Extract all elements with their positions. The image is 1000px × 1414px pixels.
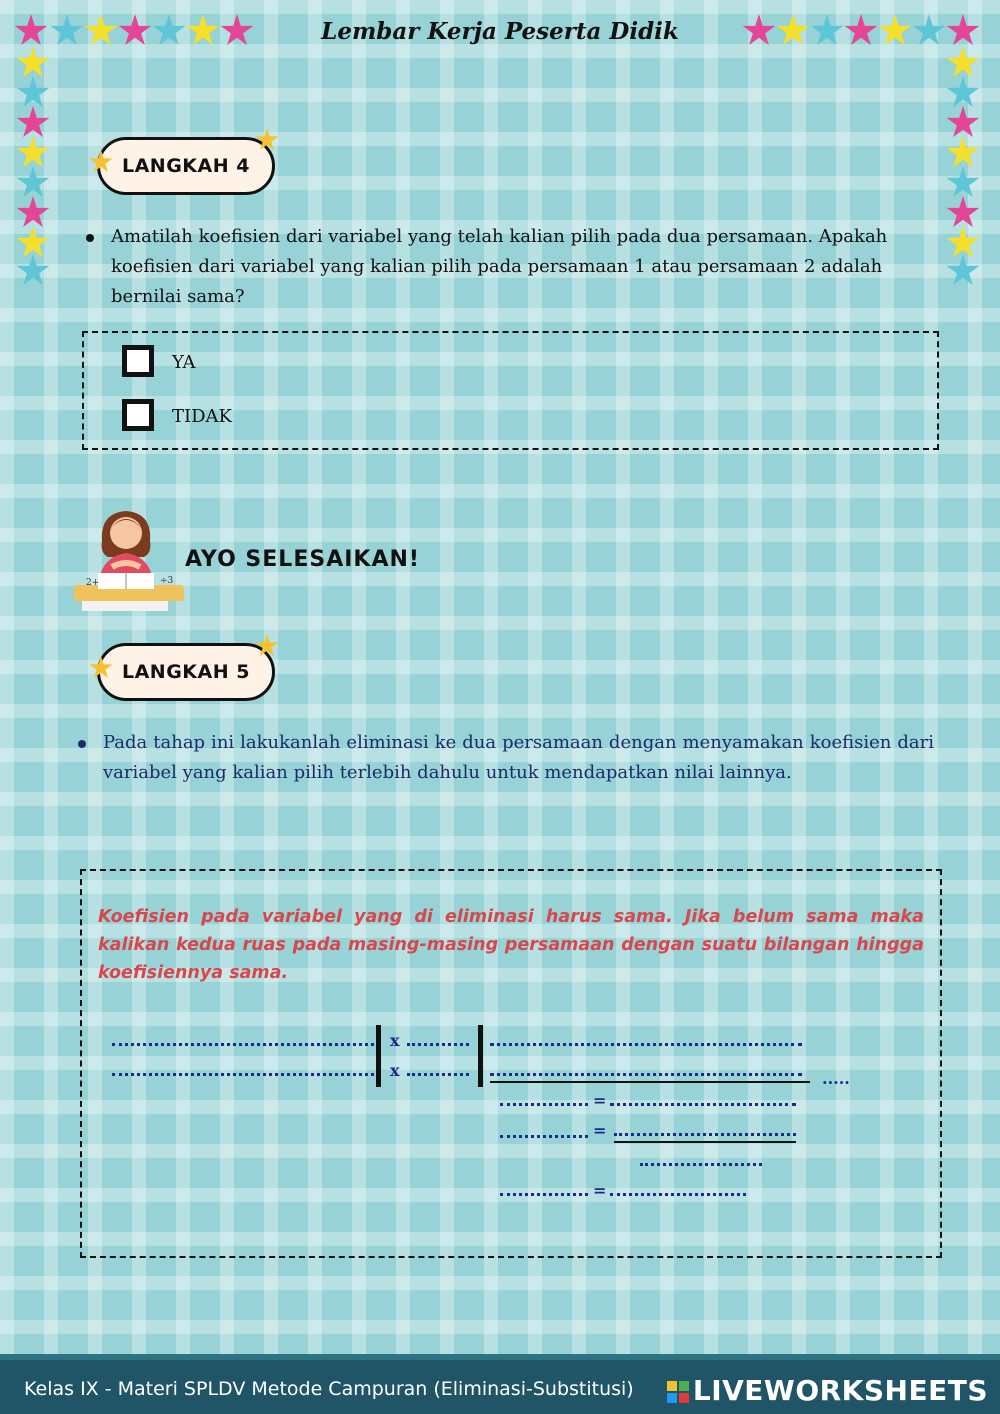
subtraction-line bbox=[490, 1081, 810, 1083]
rhs-3-blank[interactable] bbox=[610, 1193, 746, 1196]
star-icon bbox=[946, 106, 980, 140]
star-icon bbox=[946, 166, 980, 200]
page-title: Lembar Kerja Peserta Didik bbox=[321, 18, 679, 45]
answer-options-box bbox=[82, 331, 939, 450]
step-5-badge-label: LANGKAH 5 bbox=[122, 661, 250, 683]
equation-2-blank[interactable] bbox=[112, 1073, 374, 1076]
star-icon bbox=[946, 196, 980, 230]
star-icon bbox=[946, 46, 980, 80]
footer-text: Kelas IX - Materi SPLDV Metode Campuran (Eliminasi-Substitusi) bbox=[24, 1378, 634, 1400]
divider-bar bbox=[376, 1025, 381, 1087]
star-icon bbox=[16, 166, 50, 200]
star-icon bbox=[16, 254, 50, 288]
girl-reading-illustration bbox=[72, 505, 187, 613]
footer-bar bbox=[0, 1354, 1000, 1414]
option-tidak-label: TIDAK bbox=[172, 406, 232, 427]
result-2-blank[interactable] bbox=[490, 1073, 802, 1076]
liveworksheets-logo-icon bbox=[667, 1381, 689, 1403]
star-icon bbox=[16, 196, 50, 230]
liveworksheets-logo-text: LIVEWORKSHEETS bbox=[692, 1374, 988, 1407]
equals-sign-1: = bbox=[593, 1091, 607, 1110]
rhs-1-blank[interactable] bbox=[610, 1103, 796, 1106]
checkbox-ya[interactable] bbox=[122, 345, 154, 377]
star-icon bbox=[946, 76, 980, 110]
svg-text:2+: 2+ bbox=[86, 578, 100, 588]
fraction-line bbox=[614, 1141, 796, 1143]
multiplier-2-blank[interactable] bbox=[407, 1073, 469, 1076]
bullet-icon bbox=[78, 740, 86, 748]
equals-sign-3: = bbox=[593, 1181, 607, 1200]
step-4-badge-label: LANGKAH 4 bbox=[122, 155, 250, 177]
numerator-blank[interactable] bbox=[614, 1133, 796, 1136]
step-4-question-text: Amatilah koefisien dari variabel yang telah kalian pilih pada dua persamaan. Apakah koefisien dari variabel yang kalian pilih pada persamaan 1 atau persamaan 2 adalah bernilai sama? bbox=[111, 226, 888, 307]
liveworksheets-logo[interactable] bbox=[667, 1374, 988, 1407]
star-icon bbox=[946, 254, 980, 288]
step-4-question bbox=[86, 222, 906, 312]
multiply-label-1: x bbox=[390, 1031, 400, 1050]
step-5-instruction-text: Pada tahap ini lakukanlah eliminasi ke dua persamaan dengan menyamakan koefisien dari variabel yang kalian pilih terlebih dahulu untuk mendapatkan nilai lainnya. bbox=[103, 732, 934, 783]
star-icon bbox=[946, 136, 980, 170]
lhs-3-blank[interactable] bbox=[500, 1193, 588, 1196]
star-icon bbox=[16, 106, 50, 140]
step-5-instruction bbox=[78, 728, 934, 788]
star-icon bbox=[16, 76, 50, 110]
section-heading: AYO SELESAIKAN! bbox=[185, 547, 420, 572]
option-ya-label: YA bbox=[172, 352, 196, 373]
lhs-2-blank[interactable] bbox=[500, 1135, 588, 1138]
checkbox-tidak[interactable] bbox=[122, 399, 154, 431]
denominator-blank[interactable] bbox=[640, 1163, 762, 1166]
lhs-1-blank[interactable] bbox=[500, 1103, 588, 1106]
multiplier-1-blank[interactable] bbox=[407, 1043, 469, 1046]
elimination-work-box bbox=[80, 869, 942, 1258]
equation-1-blank[interactable] bbox=[112, 1043, 374, 1046]
star-icon bbox=[16, 136, 50, 170]
bullet-icon bbox=[86, 234, 94, 242]
divider-bar bbox=[478, 1025, 483, 1087]
multiply-label-2: x bbox=[390, 1061, 400, 1080]
operator-blank[interactable]: ..... bbox=[822, 1069, 850, 1088]
step-5-badge bbox=[97, 643, 275, 701]
result-1-blank[interactable] bbox=[490, 1043, 802, 1046]
star-icon bbox=[16, 46, 50, 80]
step-4-badge bbox=[97, 137, 275, 195]
hint-text: Koefisien pada variabel yang di eliminasi harus sama. Jika belum sama maka kalikan kedua ruas pada masing-masing persamaan dengan suatu bilangan hingga koefisiennya sama. bbox=[98, 907, 924, 983]
equals-sign-2: = bbox=[593, 1121, 607, 1140]
svg-text:÷3: ÷3 bbox=[160, 576, 174, 586]
